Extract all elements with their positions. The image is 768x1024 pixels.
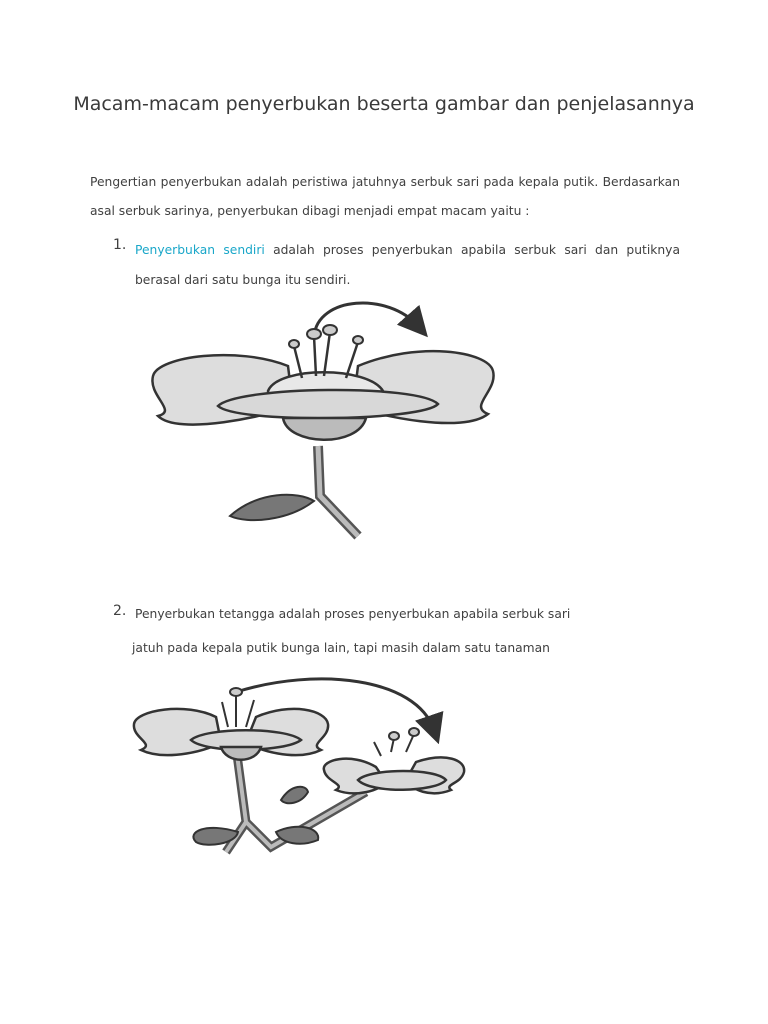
list-number: 1. (113, 237, 127, 253)
intro-paragraph: Pengertian penyerbukan adalah peristiwa jatuhnya serbuk sari pada kepala putik. Berdasarkan asal serbuk sarinya, penyerbukan dibagi menjadi empat macam yaitu : (90, 175, 680, 218)
list-item-text-line-1: Penyerbukan tetangga adalah proses penyerbukan apabila serbuk sari (135, 607, 571, 621)
list-item-self-pollination (90, 235, 680, 295)
term-link-penyerbukan-sendiri[interactable]: Penyerbukan sendiri (135, 243, 265, 257)
page-title: Macam-macam penyerbukan beserta gambar dan penjelasannya (73, 93, 695, 115)
list-number: 2. (113, 603, 127, 619)
term-description: adalah proses penyerbukan apabila serbuk sari dan putiknya berasal dari satu bunga itu sendiri. (135, 243, 680, 287)
neighbor-pollination-flower-illustration (96, 672, 546, 870)
list-item-text (135, 235, 680, 295)
list-item-text-line-2: jatuh pada kepala putik bunga lain, tapi masih dalam satu tanaman (132, 641, 550, 655)
self-pollination-flower-illustration (118, 296, 564, 541)
